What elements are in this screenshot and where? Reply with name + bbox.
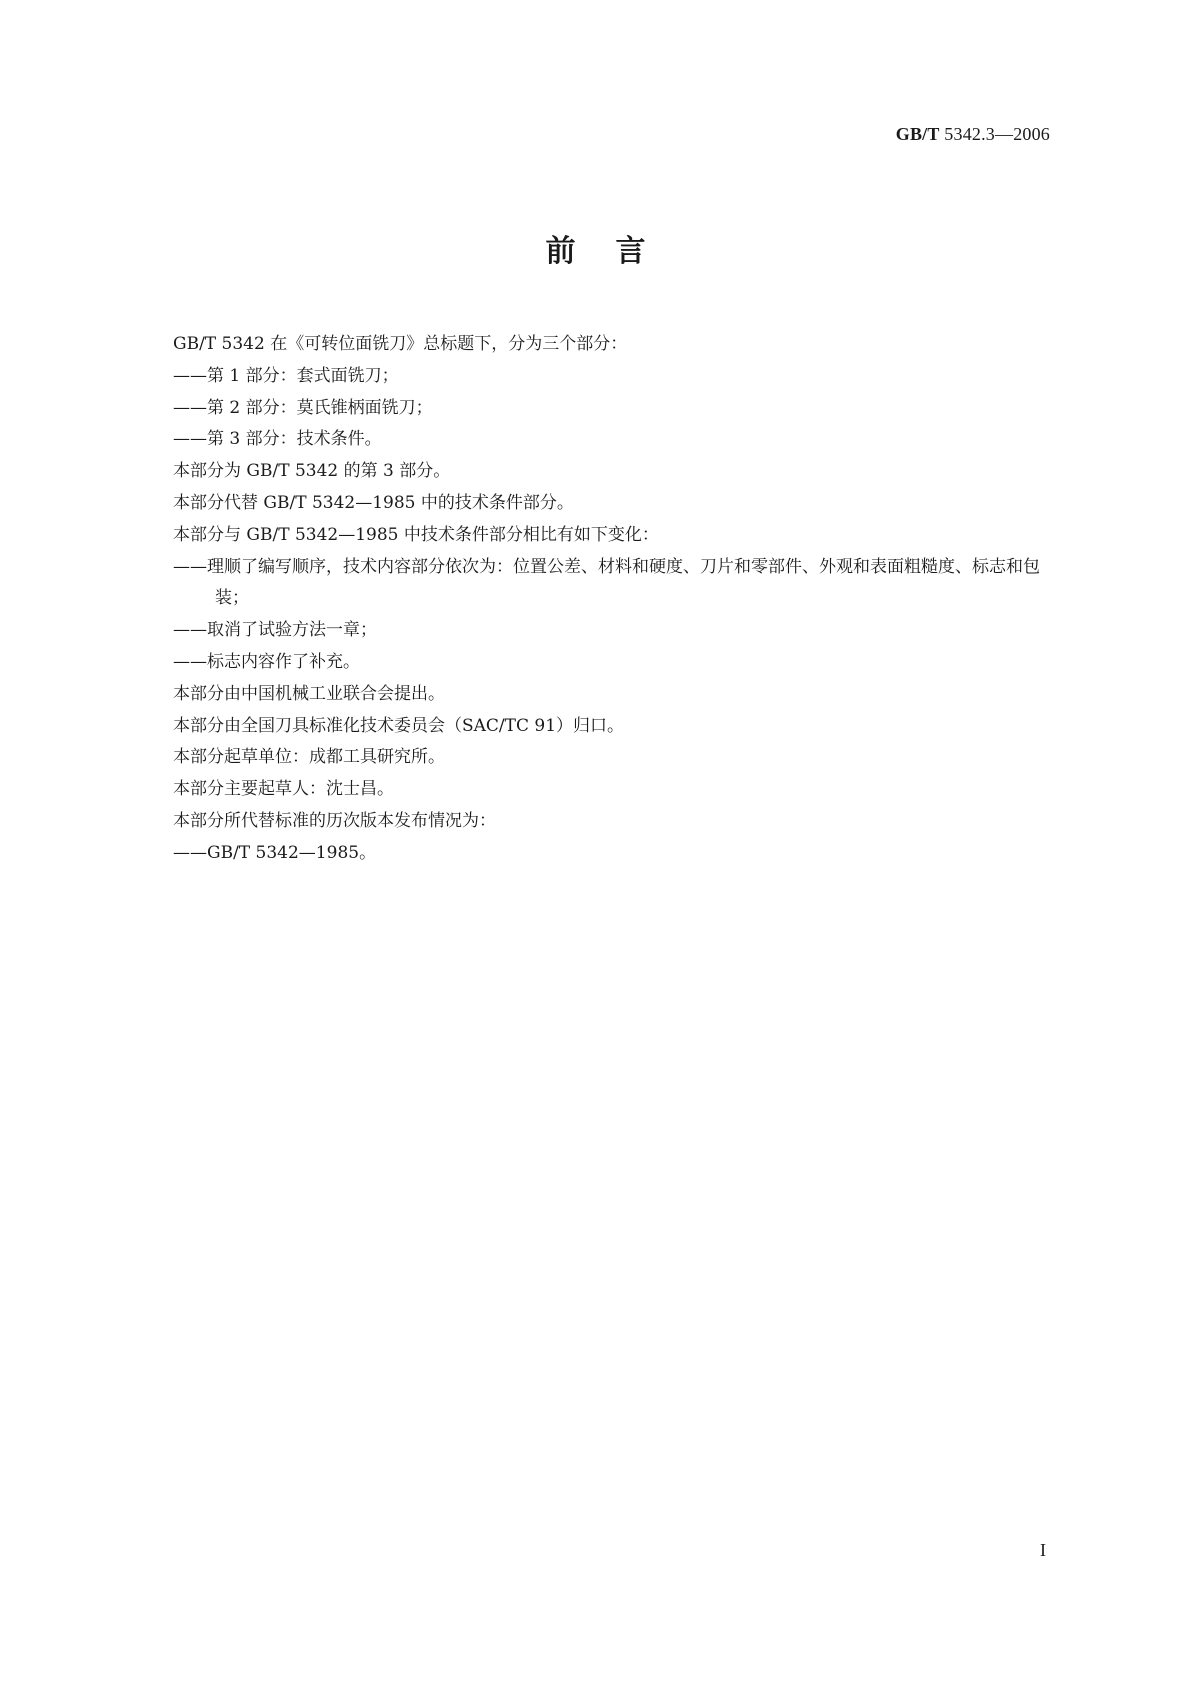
page-number: I <box>1040 1540 1046 1560</box>
paragraph-intro: GB/T 5342 在《可转位面铣刀》总标题下，分为三个部分： <box>173 334 628 354</box>
paragraph-drafting-unit: 本部分起草单位：成都工具研究所。 <box>173 747 445 768</box>
list-item-history-version: ——GB/T 5342—1985。 <box>173 842 377 863</box>
standard-code-prefix: GB/T <box>895 124 940 144</box>
paragraph-history: 本部分所代替标准的历次版本发布情况为： <box>173 810 496 831</box>
standard-code-number: 5342.3—2006 <box>939 124 1050 144</box>
paragraph-this-part: 本部分为 GB/T 5342 的第 3 部分。 <box>173 461 451 482</box>
paragraph-drafter: 本部分主要起草人：沈士昌。 <box>173 779 394 800</box>
paragraph-replaces: 本部分代替 GB/T 5342—1985 中的技术条件部分。 <box>173 492 574 513</box>
list-item-part3: ——第 3 部分：技术条件。 <box>173 429 382 450</box>
page-title: 前言 <box>545 234 686 269</box>
standard-code <box>896 124 1050 145</box>
list-item-change-marking: ——标志内容作了补充。 <box>173 651 360 672</box>
foreword-body <box>173 329 1053 870</box>
list-item-part2: ——第 2 部分：莫氏锥柄面铣刀； <box>173 397 433 418</box>
paragraph-proposed-by: 本部分由中国机械工业联合会提出。 <box>173 683 445 704</box>
list-item-part1: ——第 1 部分：套式面铣刀； <box>173 365 399 386</box>
paragraph-administered-by: 本部分由全国刀具标准化技术委员会（SAC/TC 91）归口。 <box>173 715 625 736</box>
list-item-change-order: ——理顺了编写顺序，技术内容部分依次为：位置公差、材料和硬度、刀片和零部件、外观和表面粗糙度、标志和包装； <box>173 556 1040 609</box>
list-item-change-test-method: ——取消了试验方法一章； <box>173 620 377 641</box>
paragraph-changes: 本部分与 GB/T 5342—1985 中技术条件部分相比有如下变化： <box>173 524 659 545</box>
